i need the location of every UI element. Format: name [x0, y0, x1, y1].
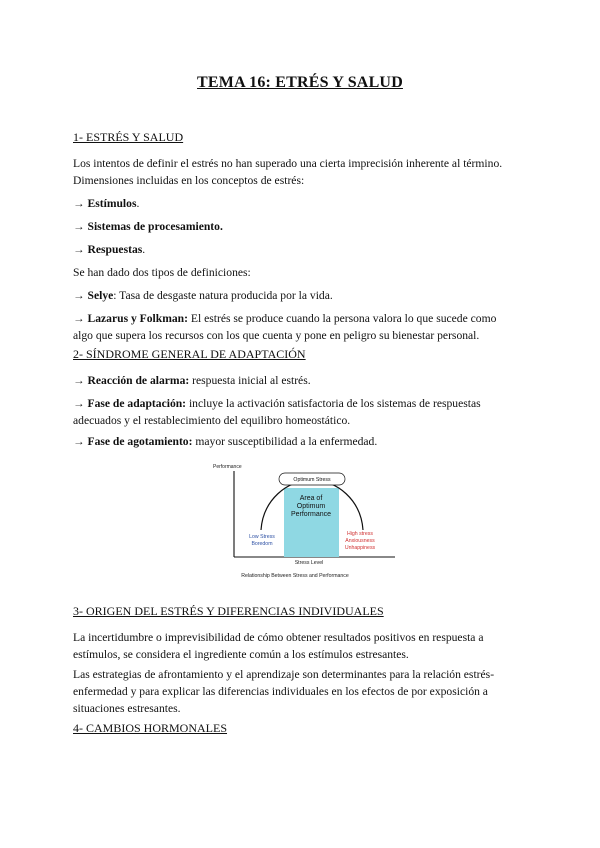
high-stress-label: High stress	[347, 531, 373, 537]
x-axis-label: Stress Level	[294, 560, 324, 566]
s1-intro-line-2: Dimensiones incluidas en los conceptos de estrés:	[73, 174, 305, 187]
page-title: TEMA 16: ETRÉS Y SALUD	[197, 74, 403, 91]
s3-paragraph-1-line-2: estímulos, se considera el ingrediente común a los estímulos estresantes.	[73, 648, 409, 661]
section-2-heading: 2- SÍNDROME GENERAL DE ADAPTACIÓN	[73, 347, 306, 361]
figure-caption: Relationship Between Stress and Performance	[241, 573, 349, 579]
arrow-icon: →	[73, 220, 85, 233]
arrow-icon: →	[73, 374, 85, 387]
optimum-stress-label: Optimum Stress	[293, 477, 331, 483]
anxiousness-label: Anxiousness	[345, 538, 375, 544]
s1-intro-line-1: Los intentos de definir el estrés no han superado una cierta imprecisión inherente al término.	[73, 157, 503, 170]
area-label-line-1: Area of	[299, 495, 323, 502]
phase-alarma: → Reacción de alarma: respuesta inicial al estrés.	[73, 374, 311, 387]
s3-paragraph-1-line-1: La incertidumbre o imprevisibilidad de cómo obtener resultados positivos en respuesta a	[73, 631, 484, 644]
s1-types-text: Se han dado dos tipos de definiciones:	[73, 266, 251, 279]
s3-paragraph-2-line-1: Las estrategias de afrontamiento y el aprendizaje son determinantes para la relación estrés-	[73, 668, 495, 681]
low-stress-label: Low Stress	[249, 534, 275, 540]
area-label-line-3: Performance	[290, 511, 332, 518]
arrow-icon: →	[73, 289, 85, 302]
s3-paragraph-2-line-3: situaciones estresantes.	[73, 702, 181, 715]
arrow-icon: →	[73, 435, 85, 448]
y-axis-label: Performance	[213, 464, 242, 470]
dimension-item-respuestas: → Respuestas.	[73, 243, 146, 256]
area-label-line-2: Optimum	[296, 503, 326, 510]
dimension-item-estimulos: → Estímulos.	[73, 197, 140, 210]
stress-performance-figure	[205, 458, 405, 583]
definition-lazarus: → Lazarus y Folkman: El estrés se produce cuando la persona valora lo que sucede como	[73, 312, 497, 325]
arrow-icon: →	[73, 197, 85, 210]
arrow-icon: →	[73, 397, 85, 410]
phase-adaptacion: → Fase de adaptación: incluye la activación satisfactoria de los sistemas de respuestas	[73, 397, 481, 410]
definition-lazarus-line-2: algo que supera los recursos con los que cuenta y pone en peligro su bienestar personal.	[73, 329, 480, 342]
section-3-heading: 3- ORIGEN DEL ESTRÉS Y DIFERENCIAS INDIVIDUALES	[73, 604, 384, 618]
phase-adaptacion-line-2: adecuados y el restablecimiento del equilibro homeostático.	[73, 414, 351, 427]
section-4-heading: 4- CAMBIOS HORMONALES	[73, 721, 228, 735]
arrow-icon: →	[73, 312, 85, 325]
unhappiness-label: Unhappiness	[344, 545, 376, 551]
definition-selye: → Selye: Tasa de desgaste natura producida por la vida.	[73, 289, 333, 302]
boredom-label: Boredom	[251, 541, 273, 547]
dimension-item-sistemas: → Sistemas de procesamiento.	[73, 220, 223, 233]
phase-agotamiento: → Fase de agotamiento: mayor susceptibilidad a la enfermedad.	[73, 435, 378, 448]
s3-paragraph-2-line-2: enfermedad y para explicar las diferencias individuales en los efectos de por exposición a	[73, 685, 488, 698]
section-1-heading: 1- ESTRÉS Y SALUD	[73, 130, 184, 144]
arrow-icon: →	[73, 243, 85, 256]
